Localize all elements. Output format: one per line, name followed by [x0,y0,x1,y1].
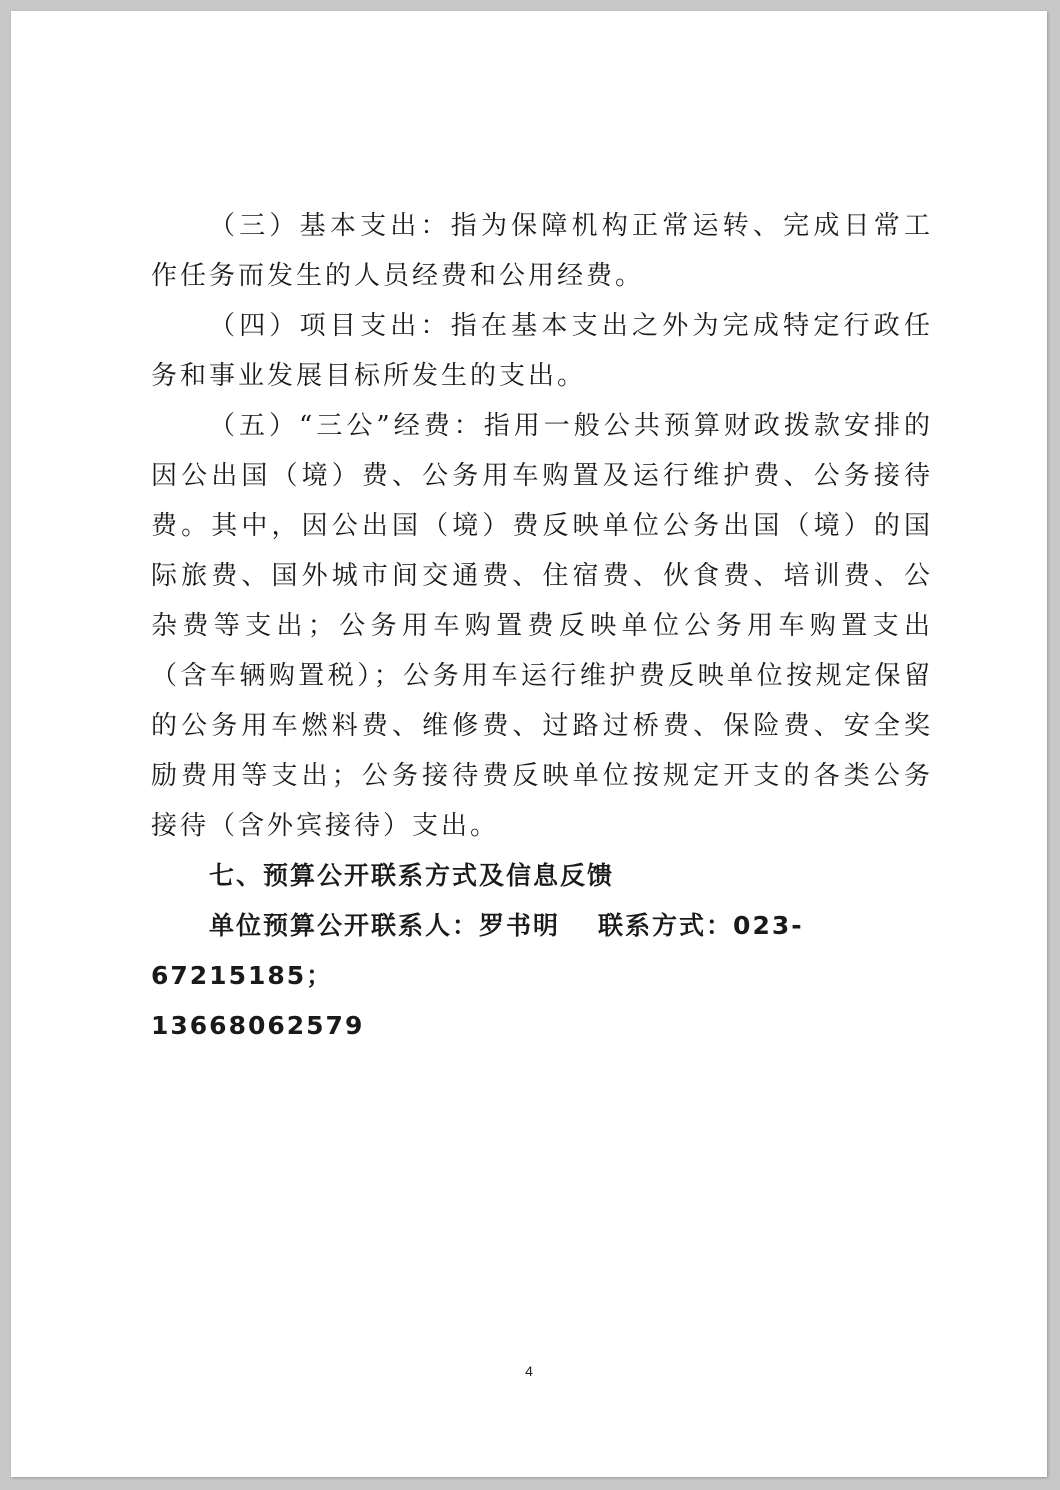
contact-person-label: 单位预算公开联系人： [209,911,480,940]
section-heading: 七、预算公开联系方式及信息反馈 [209,861,615,890]
paragraph-three-public-expenses: （五）“三公”经费：指用一般公共预算财政拨款安排的因公出国（境）费、公务用车购置及运行维护费、公务接待费。其中，因公出国（境）费反映单位公务出国（境）的国际旅费、国外城市间交通费、住宿费、伙食费、培训费、公杂费等支出；公务用车购置费反映单位公务用车购置支出（含车辆购置税）；公务用车运行维护费反映单位按规定保留的公务用车燃料费、维修费、过路过桥费、保险费、安全奖励费用等支出；公务接待费反映单位按规定开支的各类公务接待（含外宾接待）支出。 [151,411,933,841]
contact-mobile: 13668062579 [151,1011,365,1040]
page-content [151,201,933,1051]
page-number: 4 [525,1363,533,1379]
contact-phone: 023-67215185； [151,911,804,990]
paragraph-basic-expenditure: （三）基本支出：指为保障机构正常运转、完成日常工作任务而发生的人员经费和公用经费。 [151,211,933,291]
paragraph-project-expenditure: （四）项目支出：指在基本支出之外为完成特定行政任务和事业发展目标所发生的支出。 [151,311,933,391]
contact-person-name: 罗书明 [479,911,561,940]
contact-info [151,901,933,1051]
document-page [11,11,1047,1477]
contact-method-label: 联系方式： [598,911,734,940]
